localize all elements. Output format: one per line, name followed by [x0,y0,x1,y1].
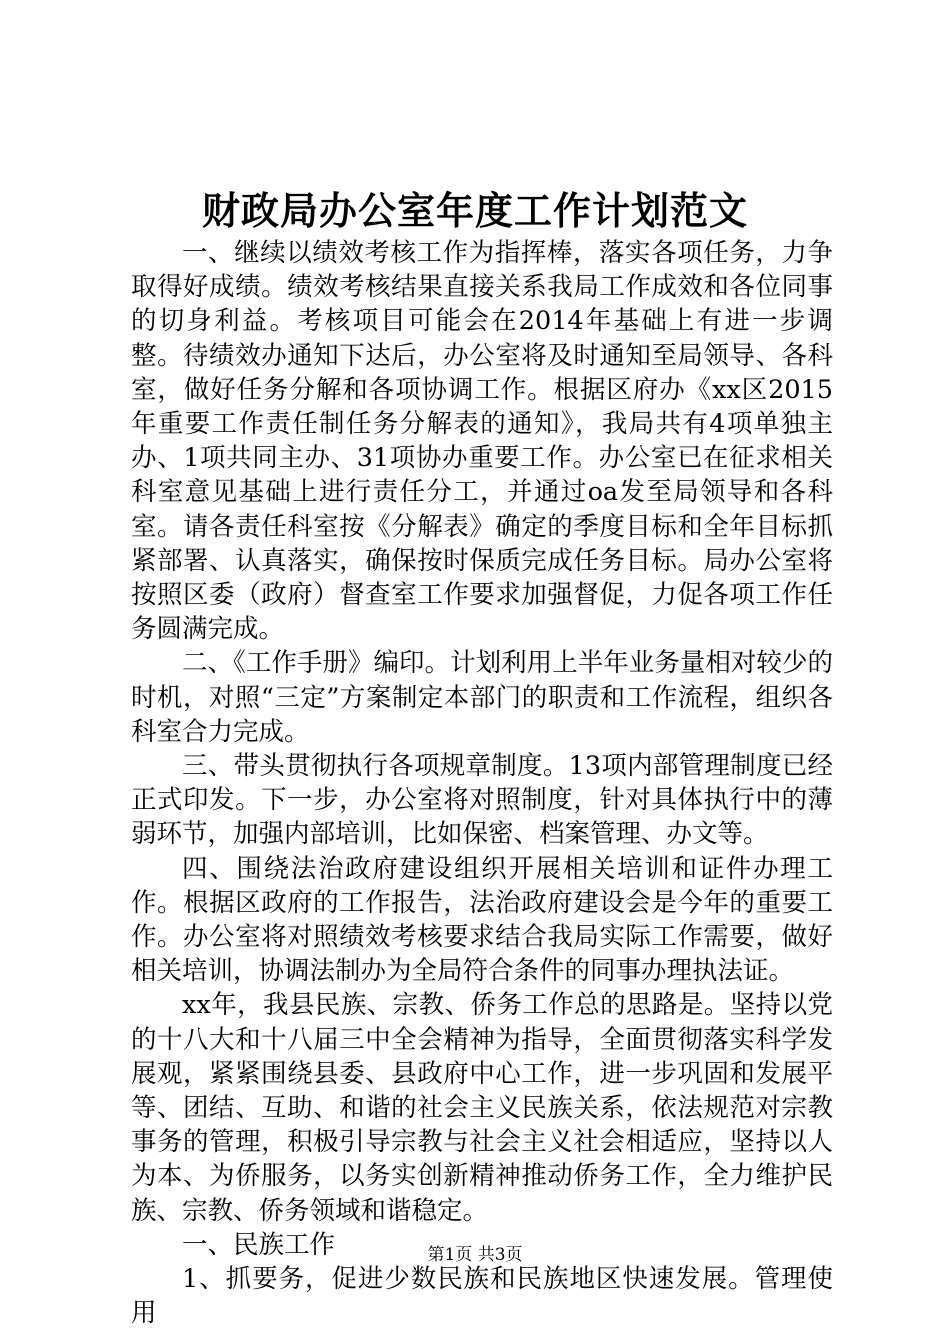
paragraph-overview: xx年，我县民族、宗教、侨务工作总的思路是。坚持以党的十八大和十八届三中全会精神为指导，全面贯彻落实科学发展观，紧紧围绕县委、县政府中心工作，进一步巩固和发展平等、团结、互助、和谐的社会主义民族关系，依法规范对宗教事务的管理，积极引导宗教与社会主义社会相适应，坚持以人为本、为侨服务，以务实创新精神推动侨务工作，全力维护民族、宗教、侨务领域和谐稳定。 [131,990,833,1226]
paragraph-task-one: 一、继续以绩效考核工作为指挥棒，落实各项任务，力争取得好成绩。绩效考核结果直接关系我局工作成效和各位同事的切身利益。考核项目可能会在2014年基础上有进一步调整。待绩效办通知下达后，办公室将及时通知至局领导、各科室，做好任务分解和各项协调工作。根据区府办《xx区2015年重要工作责任制任务分解表的通知》，我局共有4项单独主办、1项共同主办、31项协办重要工作。办公室已在征求相关科室意见基础上进行责任分工，并通过oa发至局领导和各科室。请各责任科室按《分解表》确定的季度目标和全年目标抓紧部署、认真落实，确保按时保质完成任务目标。局办公室将按照区委（政府）督查室工作要求加强督促，力促各项工作任务圆满完成。 [131,238,833,645]
document-title: 财政局办公室年度工作计划范文 [201,188,748,233]
paragraph-ethnic-point-one: 1、抓要务，促进少数民族和民族地区快速发展。管理使用 [131,1264,833,1329]
paragraph-task-three: 三、带头贯彻执行各项规章制度。13项内部管理制度已经正式印发。下一步，办公室将对照制度，针对具体执行中的薄弱环节，加强内部培训，比如保密、档案管理、办文等。 [131,751,833,850]
paragraph-task-four: 四、围绕法治政府建设组织开展相关培训和证件办理工作。根据区政府的工作报告，法治政府建设会是今年的重要工作。办公室将对照绩效考核要求结合我局实际工作需要，做好相关培训，协调法制办为全局符合条件的同事办理执法证。 [131,853,833,987]
section-heading-ethnic-work: 一、民族工作 [182,1229,336,1260]
page-number-footer: 第1页 共3页 [427,1245,523,1265]
document-body [131,236,833,1331]
paragraph-task-two: 二、《工作手册》编印。计划利用上半年业务量相对较少的时机，对照“三定”方案制定本部门的职责和工作流程，组织各科室合力完成。 [131,648,833,747]
